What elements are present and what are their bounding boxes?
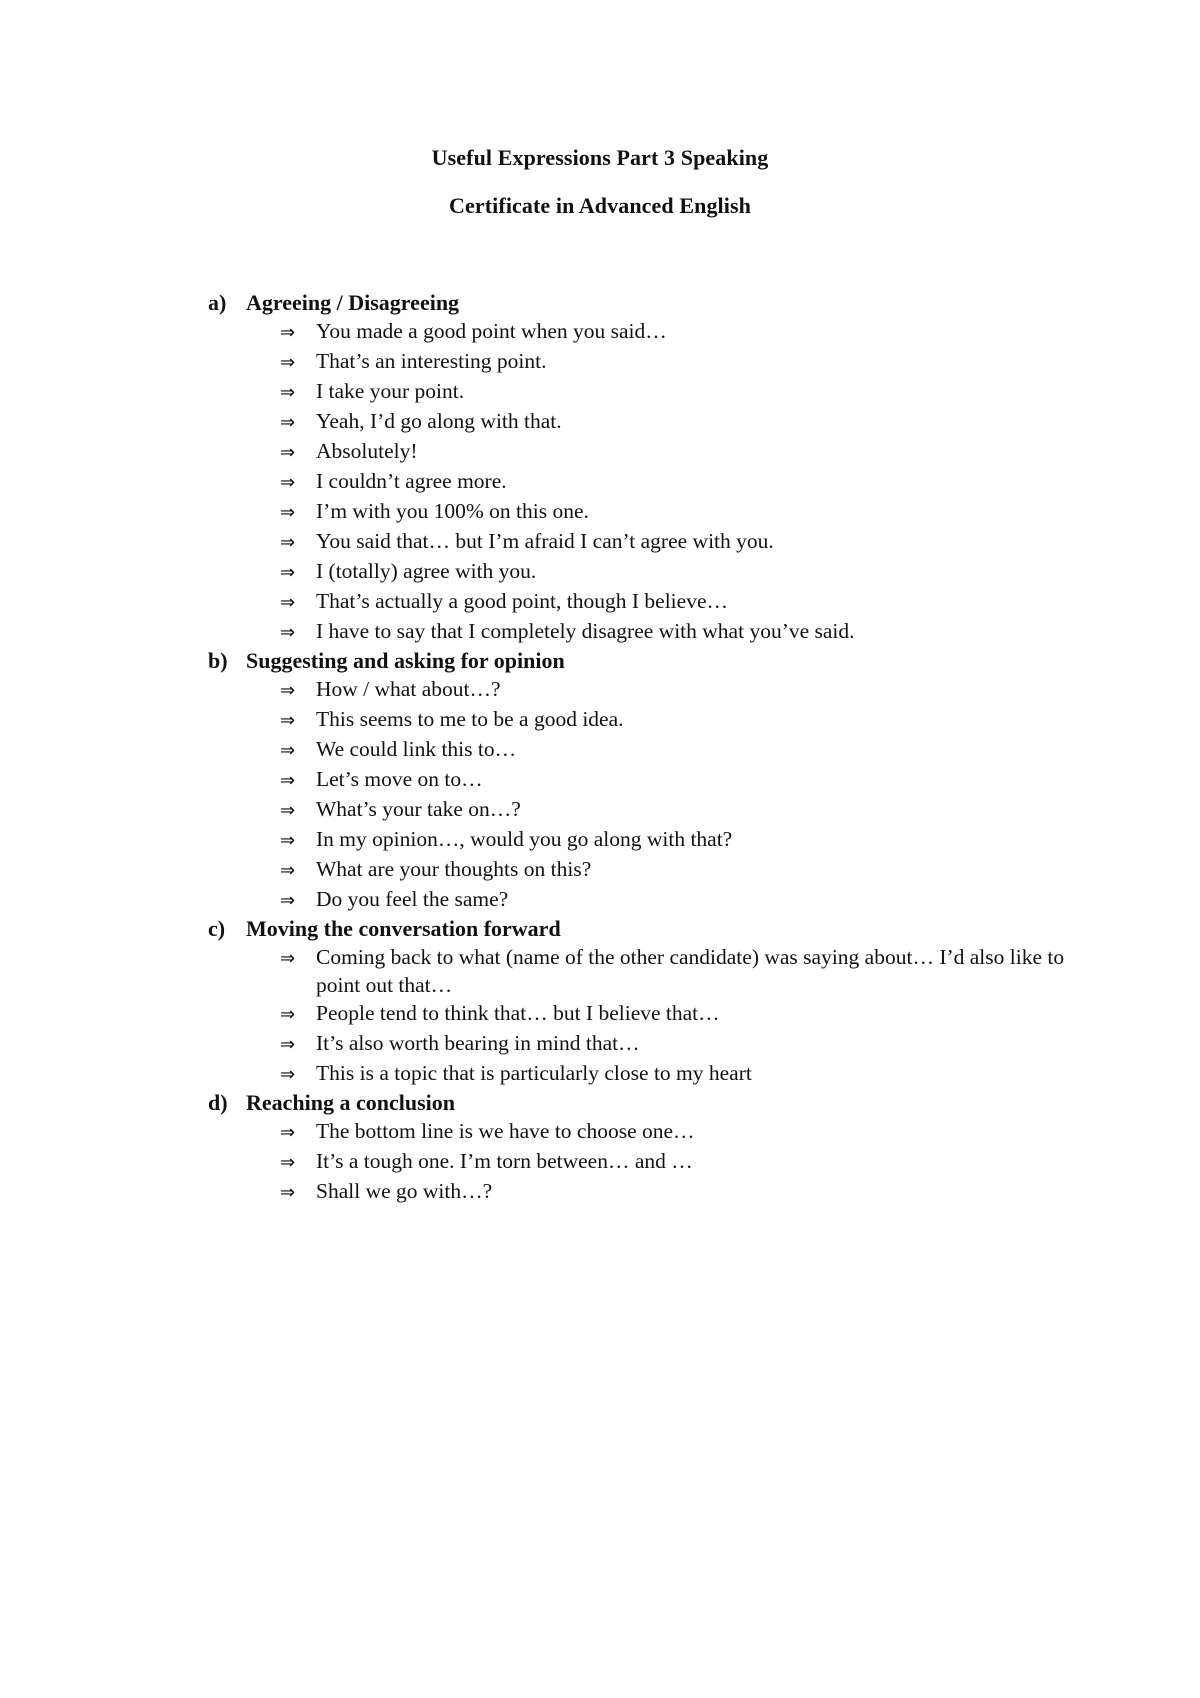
arrow-icon: ⇒: [280, 680, 296, 701]
expression-text: People tend to think that… but I believe that…: [316, 1001, 720, 1025]
list-item: [280, 999, 1108, 1029]
section-title: Agreeing / Disagreeing: [246, 290, 460, 315]
list-item: [280, 1059, 1108, 1089]
arrow-icon: ⇒: [280, 382, 296, 403]
section-heading: [208, 289, 1108, 317]
expression-text: What’s your take on…?: [316, 797, 521, 821]
arrow-icon: ⇒: [280, 322, 296, 343]
arrow-icon: ⇒: [280, 890, 296, 911]
list-item: [280, 347, 1108, 377]
arrow-icon: ⇒: [280, 592, 296, 613]
arrow-icon: ⇒: [280, 472, 296, 493]
arrow-icon: ⇒: [280, 1182, 296, 1203]
arrow-icon: ⇒: [280, 1064, 296, 1085]
arrow-icon: ⇒: [280, 800, 296, 821]
expression-text: What are your thoughts on this?: [316, 857, 592, 881]
section-letter: d): [208, 1090, 228, 1115]
list-item: [280, 675, 1108, 705]
list-item: [280, 377, 1108, 407]
expression-text: I (totally) agree with you.: [316, 559, 537, 583]
list-item: [280, 1029, 1108, 1059]
arrow-icon: ⇒: [280, 1122, 296, 1143]
section-letter: c): [208, 916, 226, 941]
section-title: Moving the conversation forward: [246, 916, 561, 941]
list-item: [280, 587, 1108, 617]
arrow-icon: ⇒: [280, 860, 296, 881]
expression-text: How / what about…?: [316, 677, 501, 701]
expression-text: I have to say that I completely disagree with what you’ve said.: [316, 619, 855, 643]
list-item: [280, 317, 1108, 347]
expression-text: It’s a tough one. I’m torn between… and …: [316, 1149, 693, 1173]
section-title: Suggesting and asking for opinion: [246, 648, 565, 673]
list-item: [280, 407, 1108, 437]
list-item: [280, 795, 1108, 825]
expression-text: Yeah, I’d go along with that.: [316, 409, 562, 433]
list-item: [280, 527, 1108, 557]
list-item: [280, 735, 1108, 765]
expression-text: That’s actually a good point, though I believe…: [316, 589, 728, 613]
expression-text: You made a good point when you said…: [316, 319, 667, 343]
expression-text: Do you feel the same?: [316, 887, 509, 911]
section-title: Reaching a conclusion: [246, 1090, 456, 1115]
list-item: [280, 557, 1108, 587]
list-item: [280, 705, 1108, 735]
expression-text: We could link this to…: [316, 737, 517, 761]
list-item: [280, 1177, 1108, 1207]
section-heading: [208, 647, 1108, 675]
expression-text: That’s an interesting point.: [316, 349, 547, 373]
expression-text: The bottom line is we have to choose one…: [316, 1119, 695, 1143]
list-item: [280, 825, 1108, 855]
arrow-icon: ⇒: [280, 1152, 296, 1173]
list-item: [280, 467, 1108, 497]
arrow-icon: ⇒: [280, 710, 296, 731]
section-suggesting-asking-opinion: [208, 647, 1108, 915]
expression-text: This is a topic that is particularly close to my heart: [316, 1061, 752, 1085]
arrow-icon: ⇒: [280, 740, 296, 761]
arrow-icon: ⇒: [280, 502, 296, 523]
list-item: [280, 617, 1108, 647]
arrow-icon: ⇒: [280, 770, 296, 791]
arrow-icon: ⇒: [280, 352, 296, 373]
expression-text: In my opinion…, would you go along with that?: [316, 827, 733, 851]
section-letter: a): [208, 290, 227, 315]
list-item: [280, 943, 1108, 999]
section-moving-conversation-forward: [208, 915, 1108, 1089]
expression-text: You said that… but I’m afraid I can’t agree with you.: [316, 529, 774, 553]
expression-text: Absolutely!: [316, 439, 418, 463]
list-item: [280, 1117, 1108, 1147]
arrow-icon: ⇒: [280, 412, 296, 433]
expression-text: I’m with you 100% on this one.: [316, 499, 589, 523]
list-item: [280, 1147, 1108, 1177]
arrow-icon: ⇒: [280, 622, 296, 643]
arrow-icon: ⇒: [280, 532, 296, 553]
list-item: [280, 765, 1108, 795]
arrow-icon: ⇒: [280, 1004, 296, 1025]
section-reaching-conclusion: [208, 1089, 1108, 1207]
list-item: [280, 885, 1108, 915]
section-agreeing-disagreeing: [208, 289, 1108, 647]
expression-text: Coming back to what (name of the other candidate) was saying about… I’d also like to point out that…: [316, 945, 1070, 997]
expression-text: I couldn’t agree more.: [316, 469, 507, 493]
arrow-icon: ⇒: [280, 948, 296, 969]
arrow-icon: ⇒: [280, 442, 296, 463]
section-letter: b): [208, 648, 228, 673]
list-item: [280, 437, 1108, 467]
section-heading: [208, 1089, 1108, 1117]
expression-text: Let’s move on to…: [316, 767, 483, 791]
list-item: [280, 497, 1108, 527]
expression-text: It’s also worth bearing in mind that…: [316, 1031, 640, 1055]
document-title: Useful Expressions Part 3 Speaking: [431, 145, 769, 170]
list-item: [280, 855, 1108, 885]
expression-text: This seems to me to be a good idea.: [316, 707, 624, 731]
arrow-icon: ⇒: [280, 562, 296, 583]
section-heading: [208, 915, 1108, 943]
document-subtitle: Certificate in Advanced English: [449, 193, 751, 218]
expression-text: I take your point.: [316, 379, 465, 403]
arrow-icon: ⇒: [280, 1034, 296, 1055]
expression-sections: [208, 289, 1108, 1207]
expression-text: Shall we go with…?: [316, 1179, 493, 1203]
arrow-icon: ⇒: [280, 830, 296, 851]
